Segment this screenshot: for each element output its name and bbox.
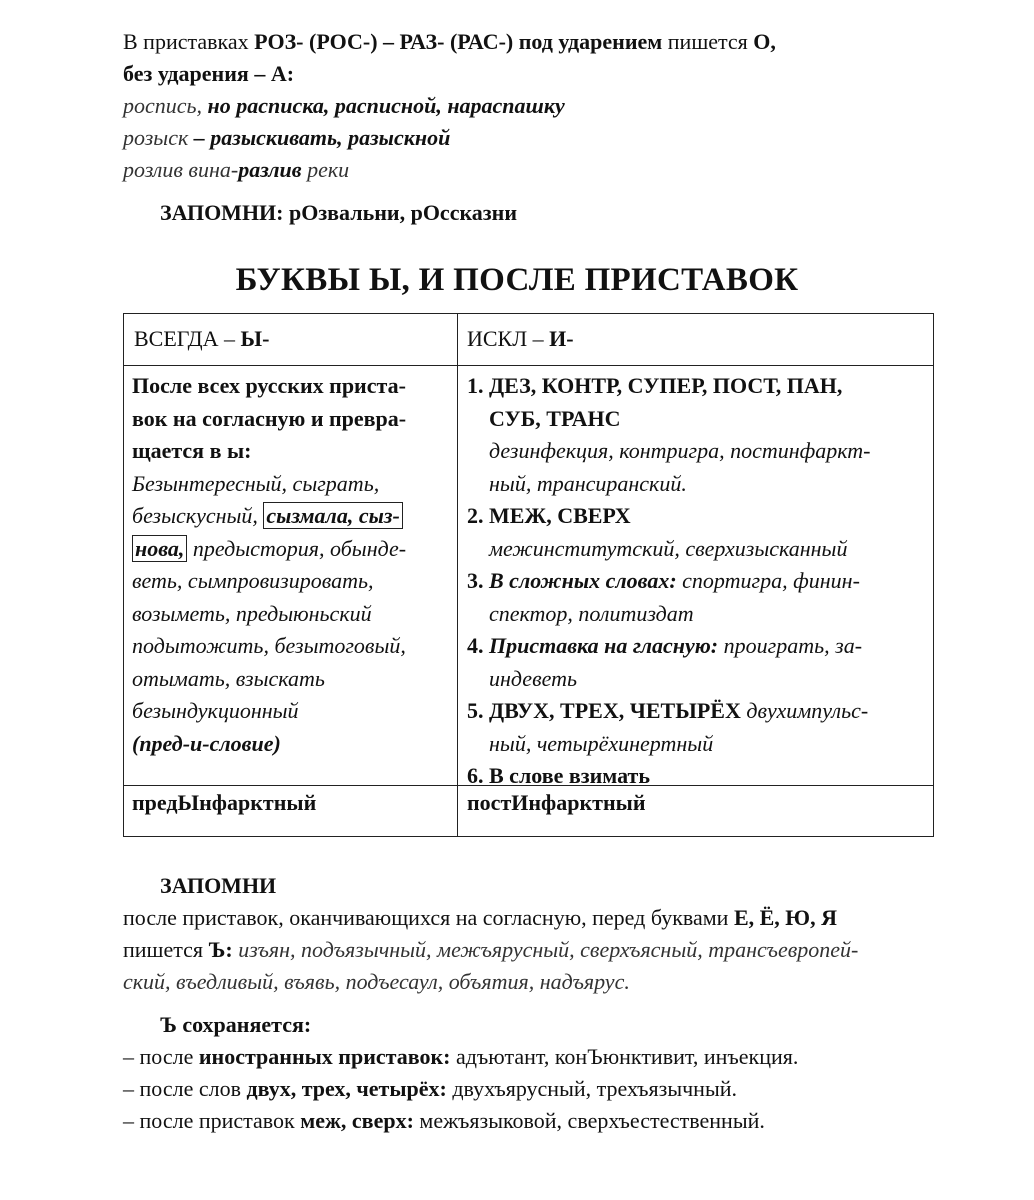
left-example-line: (пред-и-словие): [132, 730, 281, 756]
kept-line-1: [123, 1042, 798, 1072]
example-text: розлив вина-: [123, 157, 239, 182]
example-text: роспись,: [123, 93, 203, 118]
remember2-line-2: [123, 935, 858, 965]
kept-emphasis: двух, трех, четырёх:: [246, 1076, 447, 1101]
rules-table: [123, 313, 934, 837]
kept-line-2: [123, 1074, 737, 1104]
intro-line-1: [123, 27, 776, 57]
header-left: [134, 323, 269, 356]
header-text: ВСЕГДА –: [134, 326, 235, 351]
exception-item-5: [467, 695, 871, 728]
kept-line-3: [123, 1106, 765, 1136]
item-number: 3.: [467, 568, 484, 593]
footer-left: предЫнфарктный: [132, 790, 317, 815]
left-example-line: безындукционный: [132, 698, 299, 723]
example-text: розыск: [123, 125, 189, 150]
exception-example: проиграть, за-: [723, 633, 863, 658]
exception-item-3: [467, 565, 871, 598]
remember2-line-1: [123, 903, 837, 933]
left-example-line: Безынтересный, сыграть,: [132, 470, 380, 496]
header-letter: Ы-: [240, 326, 270, 351]
section-title: БУКВЫ Ы, И ПОСЛЕ ПРИСТАВОК: [235, 262, 799, 298]
kept-text: адъютант, конЪюнктивит, инъекция.: [455, 1044, 799, 1069]
left-example-line: подытожить, безытоговый,: [132, 633, 406, 658]
exception-item-4: [467, 630, 871, 663]
exception-example: спортигра, финин-: [682, 568, 860, 593]
example-line-1: [123, 91, 565, 121]
left-rule-line: После всех русских приста-: [132, 373, 406, 398]
exception-example: спектор, политиздат: [489, 600, 694, 626]
left-example-line: [132, 500, 406, 533]
exception-item-2: 2. МЕЖ, СВЕРХ: [467, 503, 631, 528]
item-label: В сложных словах:: [489, 568, 677, 593]
left-rule-line: вок на согласную и превра-: [132, 405, 407, 431]
exception-example: межинститутский, сверхизысканный: [489, 535, 848, 561]
exception-example: двухимпульс-: [746, 698, 869, 723]
boxed-word: нова,: [132, 535, 187, 562]
right-column: [467, 370, 871, 793]
kept-text: двухъярусный, трехъязычный.: [452, 1076, 738, 1101]
kept-heading: Ъ сохраняется:: [160, 1012, 312, 1037]
item-label: Приставка на гласную:: [489, 633, 719, 658]
remember-note: ЗАПОМНИ: рОзвальни, рОссказни: [160, 200, 517, 225]
intro-rule: РОЗ- (РОС-) – РАЗ- (РАС-) под ударением: [254, 29, 663, 54]
remember2-text: после приставок, оканчивающихся на согласную, перед буквами: [123, 905, 729, 930]
example-emphasis: но расписка, расписной, нараспашку: [207, 93, 565, 118]
exception-example: индеветь: [489, 665, 577, 691]
table-divider: [457, 314, 458, 836]
left-rule-line: щается в ы:: [132, 438, 252, 463]
kept-text: – после слов: [123, 1076, 241, 1101]
remember2-letters: Е, Ё, Ю, Я: [733, 905, 837, 930]
item-number: 4.: [467, 633, 484, 658]
left-column: [132, 370, 406, 760]
remember2-text: пишется: [123, 937, 204, 962]
left-example-line: веть, сымпровизировать,: [132, 568, 374, 593]
example-emphasis: разлив: [238, 157, 302, 182]
table-header-rule: [124, 365, 933, 366]
footer-right: постИнфарктный: [467, 790, 646, 815]
header-right: [467, 323, 574, 356]
left-example-line: [132, 533, 406, 566]
example-line-3: [123, 155, 349, 185]
remember2-letter: Ъ:: [208, 937, 233, 962]
left-example-text: предыстория, обынде-: [192, 535, 407, 561]
exception-item-1: 1. ДЕЗ, КОНТР, СУПЕР, ПОСТ, ПАН,: [467, 373, 843, 398]
remember2-heading: ЗАПОМНИ: [160, 873, 277, 898]
kept-text: – после: [123, 1044, 194, 1069]
item-label: 5. ДВУХ, ТРЕХ, ЧЕТЫРЁХ: [467, 698, 741, 723]
kept-emphasis: меж, сверх:: [300, 1108, 414, 1133]
intro-line-2: без ударения – А:: [123, 61, 295, 86]
left-example-text: безыскусный,: [132, 503, 258, 528]
exception-item-1-cont: СУБ, ТРАНС: [489, 405, 621, 431]
kept-emphasis: иностранных приставок:: [198, 1044, 451, 1069]
example-line-2: [123, 123, 450, 153]
left-example-line: возыметь, предыюньский: [132, 600, 372, 626]
kept-text: – после приставок: [123, 1108, 295, 1133]
boxed-word: сызмала, сыз-: [263, 502, 402, 529]
kept-text: межъязыковой, сверхъестественный.: [419, 1108, 765, 1133]
exception-example: дезинфекция, контригра, постинфаркт-: [489, 438, 871, 463]
example-text: реки: [307, 157, 350, 182]
header-text: ИСКЛ –: [467, 326, 544, 351]
exception-example: ный, трансиранский.: [489, 470, 687, 496]
example-emphasis: – разыскивать, разыскной: [193, 125, 451, 150]
header-letter: И-: [549, 326, 574, 351]
remember2-line-3: ский, въедливый, въявь, подъесаул, объятия, надъярус.: [123, 969, 630, 994]
remember2-example: изъян, подъязычный, межъярусный, сверхъясный, трансъевропей-: [238, 937, 859, 962]
intro-letter: О,: [753, 29, 776, 54]
intro-text: В приставках: [123, 29, 249, 54]
exception-item-6: 6. В слове взимать: [467, 763, 650, 788]
intro-text: пишется: [667, 29, 748, 54]
left-example-line: отымать, взыскать: [132, 665, 325, 691]
exception-example: ный, четырёхинертный: [489, 730, 714, 756]
